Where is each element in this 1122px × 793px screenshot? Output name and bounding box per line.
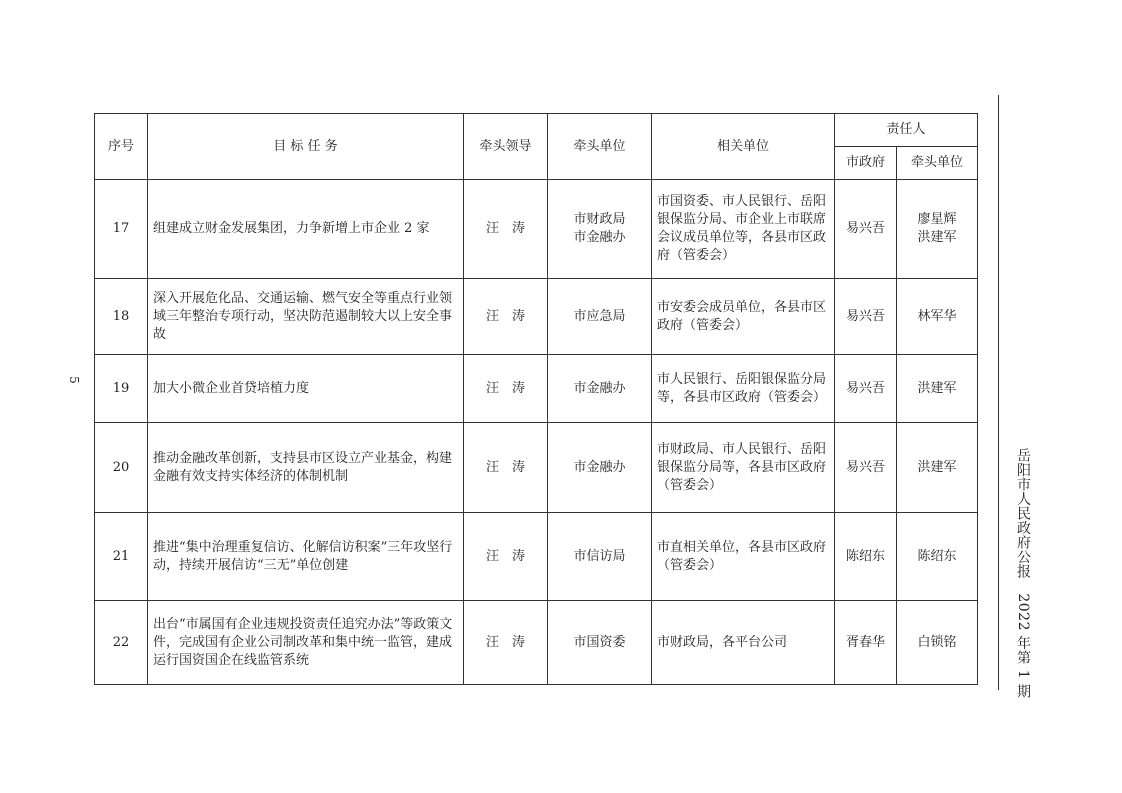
row-task: 推进“集中治理重复信访、化解信访积案”三年攻坚行动，持续开展信访“三无”单位创建	[148, 513, 464, 601]
table-row	[95, 513, 978, 601]
row-city-person: 胥春华	[835, 601, 897, 685]
task-table	[94, 113, 978, 685]
row-unit: 市国资委	[548, 601, 652, 685]
row-related: 市人民银行、岳阳银保监分局等，各县市区政府（管委会）	[652, 355, 835, 423]
row-related: 市安委会成员单位，各县市区政府（管委会）	[652, 279, 835, 355]
table-row	[95, 423, 978, 513]
row-leader: 汪 涛	[464, 180, 548, 279]
header-index: 序号	[95, 114, 148, 180]
row-unit-person: 陈绍东	[897, 513, 978, 601]
row-index: 19	[95, 355, 148, 423]
header-row	[95, 114, 978, 147]
row-unit-person: 廖星辉 洪建军	[897, 180, 978, 279]
row-task: 推动金融改革创新，支持县市区设立产业基金，构建金融有效支持实体经济的体制机制	[148, 423, 464, 513]
row-task: 加大小微企业首贷培植力度	[148, 355, 464, 423]
row-unit: 市金融办	[548, 423, 652, 513]
row-related: 市财政局、市人民银行、岳阳银保监分局等，各县市区政府（管委会）	[652, 423, 835, 513]
header-task: 目 标 任 务	[148, 114, 464, 180]
row-related: 市财政局，各平台公司	[652, 601, 835, 685]
row-unit-person: 洪建军	[897, 423, 978, 513]
table-row	[95, 279, 978, 355]
table-row	[95, 601, 978, 685]
row-unit: 市应急局	[548, 279, 652, 355]
row-city-person: 易兴吾	[835, 279, 897, 355]
row-task: 组建成立财金发展集团，力争新增上市企业 2 家	[148, 180, 464, 279]
row-index: 22	[95, 601, 148, 685]
row-unit-person: 洪建军	[897, 355, 978, 423]
row-unit-person: 白锁铭	[897, 601, 978, 685]
table-row	[95, 355, 978, 423]
header-responsible: 责任人	[835, 114, 978, 147]
row-leader: 汪 涛	[464, 513, 548, 601]
header-lead-leader: 牵头领导	[464, 114, 548, 180]
table-row	[95, 180, 978, 279]
header-city-gov: 市政府	[835, 147, 897, 180]
row-leader: 汪 涛	[464, 279, 548, 355]
row-unit-person: 林军华	[897, 279, 978, 355]
page-number: 5	[66, 376, 81, 384]
row-city-person: 易兴吾	[835, 423, 897, 513]
row-city-person: 易兴吾	[835, 180, 897, 279]
header-lead-unit-person: 牵头单位	[897, 147, 978, 180]
header-lead-unit: 牵头单位	[548, 114, 652, 180]
row-leader: 汪 涛	[464, 601, 548, 685]
row-index: 20	[95, 423, 148, 513]
header-related-units: 相关单位	[652, 114, 835, 180]
row-index: 21	[95, 513, 148, 601]
row-city-person: 易兴吾	[835, 355, 897, 423]
row-task: 深入开展危化品、交通运输、燃气安全等重点行业领域三年整治专项行动，坚决防范遏制较大以上安全事故	[148, 279, 464, 355]
row-city-person: 陈绍东	[835, 513, 897, 601]
sidebar-rule	[998, 95, 999, 690]
row-index: 18	[95, 279, 148, 355]
row-unit: 市金融办	[548, 355, 652, 423]
row-unit: 市信访局	[548, 513, 652, 601]
row-leader: 汪 涛	[464, 423, 548, 513]
row-unit: 市财政局 市金融办	[548, 180, 652, 279]
row-index: 17	[95, 180, 148, 279]
journal-title: 岳阳市人民政府公报 2022 年第 1 期	[1015, 448, 1031, 699]
row-related: 市直相关单位，各县市区政府（管委会）	[652, 513, 835, 601]
row-task: 出台“市属国有企业违规投资责任追究办法”等政策文件，完成国有企业公司制改革和集中统一监管，建成运行国资国企在线监管系统	[148, 601, 464, 685]
row-related: 市国资委、市人民银行、岳阳银保监分局、市企业上市联席会议成员单位等，各县市区政府（管委会）	[652, 180, 835, 279]
row-leader: 汪 涛	[464, 355, 548, 423]
